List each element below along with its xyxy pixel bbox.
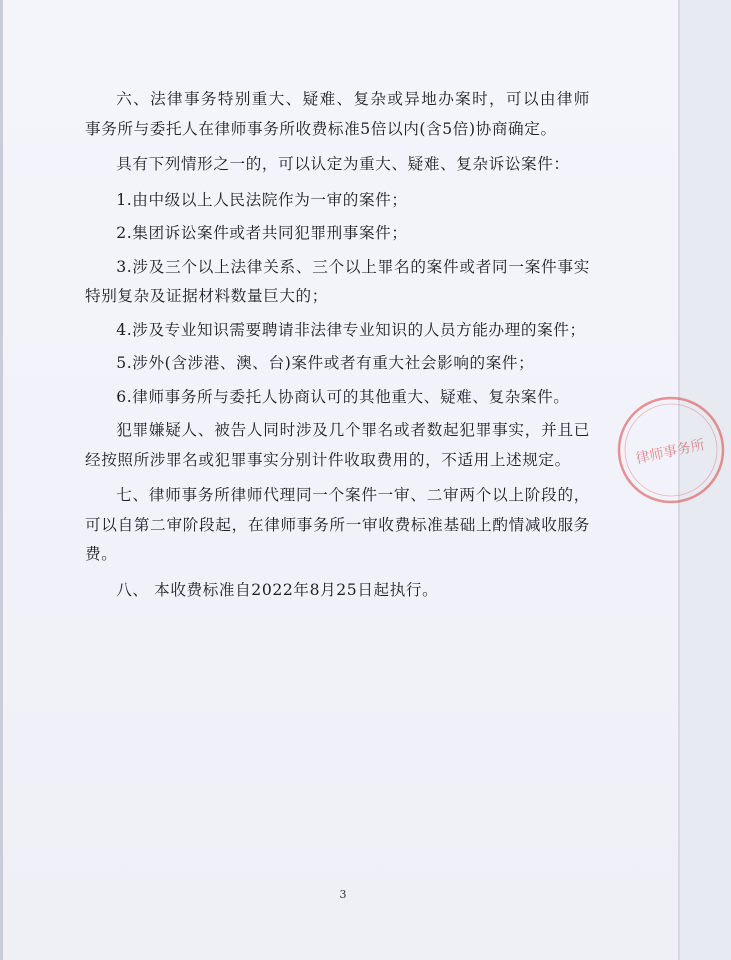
paragraph-criteria-intro: 具有下列情形之一的，可以认定为重大、疑难、复杂诉讼案件：: [116, 155, 570, 173]
list-item-3: 3.涉及三个以上法律关系、三个以上罪名的案件或者同一案件事实特别复杂及证据材料数量巨大的；: [85, 257, 590, 305]
document-body: [85, 85, 590, 611]
list-item-4: 4.涉及专业知识需要聘请非法律专业知识的人员方能办理的案件；: [116, 320, 586, 339]
list-item-2: 2.集团诉讼案件或者共同犯罪刑事案件；: [116, 224, 408, 242]
svg-text:律师事务所: 律师事务所: [634, 437, 707, 468]
paragraph-section-six: 六、法律事务特别重大、疑难、复杂或异地办案时，可以由律师 事务所与委托人在律师事务所收费标准5倍以内(含5倍)协商确定。: [85, 90, 590, 138]
list-item-6: 6.律师事务所与委托人协商认可的其他重大、疑难、复杂案件。: [116, 387, 570, 406]
list-item-1: 1.由中级以上人民法院作为一审的案件；: [116, 190, 408, 209]
paragraph-exception: 犯罪嫌疑人、被告人同时涉及几个罪名或者数起犯罪事实，并且已经按照所涉罪名或犯罪事实分别计件收取费用的，不适用上述规定。: [85, 421, 590, 469]
paragraph-section-eight: 八、 本收费标准自2022年8月25日起执行。: [116, 580, 439, 599]
red-seal-stamp: [611, 390, 731, 510]
paragraph-section-seven: 七、律师事务所律师代理同一个案件一审、二审两个以上阶段的，可以自第二审阶段起，在律师事务所一审收费标准基础上酌情减收服务费。: [85, 486, 590, 563]
list-item-5: 5.涉外(含涉港、澳、台)案件或者有重大社会影响的案件；: [116, 354, 535, 372]
page-number: 3: [339, 888, 347, 901]
